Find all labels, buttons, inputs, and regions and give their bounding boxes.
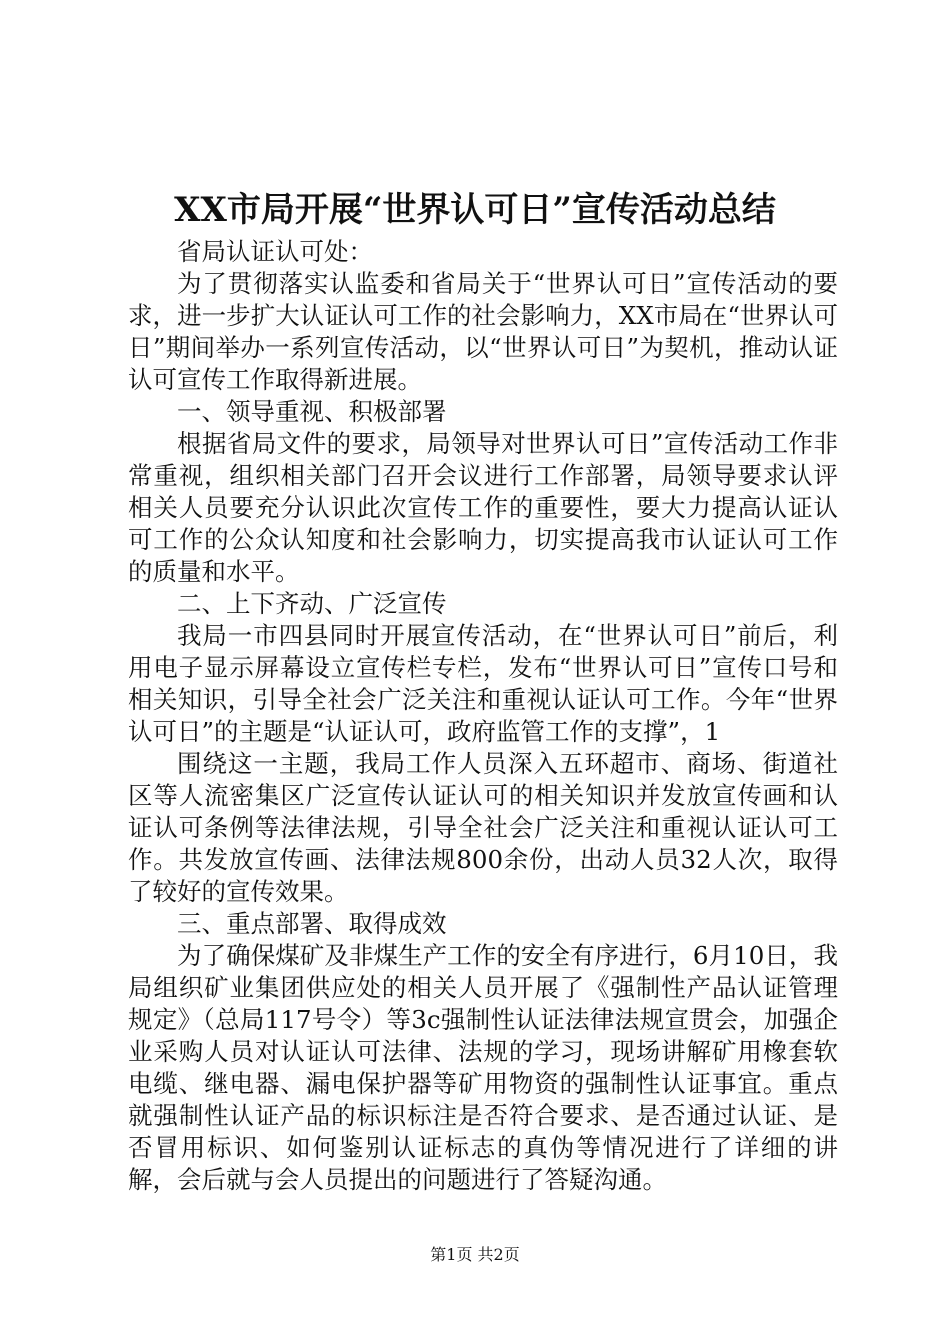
page-number-footer: 第1页 共2页 [430,1245,520,1264]
section-heading-1: 一、领导重视、积极部署 [177,397,447,426]
document-body [128,236,838,1196]
paragraph-intro: 为了贯彻落实认监委和省局关于“世界认可日”宣传活动的要求，进一步扩大认证认可工作的社会影响力，XX市局在“世界认可日”期间举办一系列宣传活动，以“世界认可日”为契机，推动认证认可宣传工作取得新进展。 [128,269,838,394]
section-heading-3: 三、重点部署、取得成效 [177,909,447,938]
section-heading-2: 二、上下齐动、广泛宣传 [177,589,447,618]
paragraph-section-2a: 我局一市四县同时开展宣传活动，在“世界认可日”前后，利用电子显示屏幕设立宣传栏专栏，发布“世界认可日”宣传口号和相关知识，引导全社会广泛关注和重视认证认可工作。今年“世界认可日”的主题是“认证认可，政府监管工作的支撑”，1 [128,621,838,746]
document-title: XX市局开展“世界认可日”宣传活动总结 [174,190,776,230]
paragraph-section-2b: 围绕这一主题，我局工作人员深入五环超市、商场、街道社区等人流密集区广泛宣传认证认可的相关知识并发放宣传画和认证认可条例等法律法规，引导全社会广泛关注和重视认证认可工作。共发放宣传画、法律法规800余份，出动人员32人次，取得了较好的宣传效果。 [128,749,838,906]
paragraph-section-3: 为了确保煤矿及非煤生产工作的安全有序进行，6月10日，我局组织矿业集团供应处的相关人员开展了《强制性产品认证管理规定》（总局117号令）等3c强制性认证法律法规宣贯会，加强企业采购人员对认证认可法律、法规的学习，现场讲解矿用橡套软电缆、继电器、漏电保护器等矿用物资的强制性认证事宜。重点就强制性认证产品的标识标注是否符合要求、是否通过认证、是否冒用标识、如何鉴别认证标志的真伪等情况进行了详细的讲解，会后就与会人员提出的问题进行了答疑沟通。 [128,941,838,1194]
salutation: 省局认证认可处： [177,237,373,266]
paragraph-section-1: 根据省局文件的要求，局领导对世界认可日”宣传活动工作非常重视，组织相关部门召开会议进行工作部署，局领导要求认评相关人员要充分认识此次宣传工作的重要性，要大力提高认证认可工作的公众认知度和社会影响力，切实提高我市认证认可工作的质量和水平。 [128,429,838,586]
